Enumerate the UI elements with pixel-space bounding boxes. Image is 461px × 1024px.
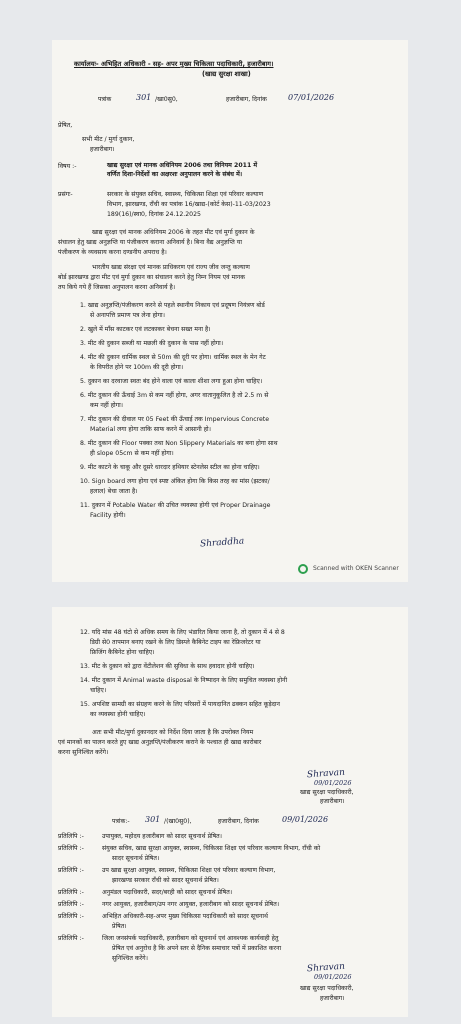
copy-4-text: अनुमंडल पदाधिकारी, सदर/बरही को सादर सूचनार्थ प्रेषित।: [102, 889, 233, 896]
copy-2-text-2: सादर सूचनार्थ प्रेषित।: [112, 855, 160, 862]
rule-12-line-3: फ्रिजिंग कैबिनेट होना चाहिए।: [90, 649, 155, 656]
copy-4-label: प्रतिलिपि :-: [58, 889, 84, 896]
subject-line-2: वर्णित दिशा-निर्देशों का अक्षरशः अनुपालन करने के संबंध में।: [107, 171, 243, 178]
signature-2: Shravan: [306, 961, 346, 975]
copy-7-label: प्रतिलिपि :-: [58, 935, 84, 942]
recipient-line-1: सभी मीट / मुर्गा दुकान,: [82, 136, 135, 143]
rule-1-line-2: से अनापत्ति प्रमाण पत्र लेना होगा।: [90, 312, 165, 319]
rule-5: 5. दुकान का दरवाजा स्वतः बंद होने वाला एवं काला शीशा लगा हुआ होना चाहिए।: [80, 378, 263, 385]
preshit-label: प्रेषित,: [58, 122, 73, 129]
para1-line-3: पंजीकरण के व्यवसाय करना दण्डनीय अपराध है।: [58, 249, 167, 256]
rule-10-line-2: हलाल) बेचा जाता है।: [90, 488, 138, 495]
copy-7-text-1: जिला जनसंपर्क पदाधिकारी, हजारीबाग को सूचनार्थ एवं आवश्यक कार्यवाही हेतु: [102, 935, 279, 942]
copy-7-text-2: प्रेषित एवं अनुरोध है कि अपने स्तर से दैनिक समाचार पत्रों में प्रकाशित करना: [112, 945, 282, 952]
letter-date-2: 09/01/2026: [282, 815, 329, 824]
rule-14-line-1: 14. मीट दुकान में Animal waste disposal के निष्पादन के लिए समुचित व्यवस्था होनी: [80, 677, 288, 684]
copy-1-label: प्रतिलिपि :-: [58, 833, 84, 840]
closing-line-3: करना सुनिश्चित करेंगे।: [58, 749, 109, 756]
subject-label: विषय :-: [58, 163, 77, 170]
copy-6-text-2: प्रेषित।: [112, 923, 127, 930]
copy-6-label: प्रतिलिपि :-: [58, 913, 84, 920]
rule-3: 3. मीट की दुकान सब्जी या मछली की दुकान के पास नहीं होगा।: [80, 340, 224, 347]
rule-4-line-2: के विपरीत होने पर 100m की दूरी होगा।: [90, 364, 184, 371]
copy-3-text-1: उप खाद्य सुरक्षा आयुक्त, स्वास्थ्य, चिकित्सा शिक्षा एवं परिवार कल्याण विभाग,: [102, 867, 276, 874]
date-label: हजारीबाग, दिनांक: [226, 96, 267, 103]
copy-7-text-3: सुनिश्चित करेंगे।: [112, 955, 148, 962]
rule-7-line-1: 7. मीट दुकान की दीवाल पर 05 Feet की ऊँचाई तक Impervious Concrete: [80, 416, 270, 423]
signature-2-date: 09/01/2026: [314, 973, 352, 981]
letter-date: 07/01/2026: [288, 93, 335, 102]
reference-label: प्रसंगः-: [58, 191, 73, 198]
rule-9: 9. मीट काटने के चाकू और दूसरे धारदार हथियार स्टेनलेस स्टील का होना चाहिए।: [80, 464, 260, 471]
copy-2-label: प्रतिलिपि :-: [58, 845, 84, 852]
para2-line-3: तय किये गये हैं जिसका अनुपालन करना अनिवार्य है।: [58, 284, 176, 291]
para1-line-2: संचालन हेतु खाद्य अनुज्ञप्ति या पंजीकरण कराना अनिवार्य है। बिना वैद्य अनुज्ञप्ति या: [58, 239, 242, 246]
signatory-1-title: खाद्य सुरक्षा पदाधिकारी,: [300, 789, 354, 796]
date-2-label: हजारीबाग, दिनांक: [218, 818, 259, 825]
recipient-line-2: हजारीबाग।: [90, 146, 115, 153]
copy-6-text-1: अभिहित अधिकारी-सह-अपर मुख्य चिकित्सा पदाधिकारी को सादर सूचनार्थ: [102, 913, 268, 920]
rule-6-line-1: 6. मीट दुकान की ऊँचाई 3m से कम नहीं होगा, अगर वातानुकूलित है तो 2.5 m से: [80, 392, 269, 399]
scanner-watermark-text: Scanned with OKEN Scanner: [313, 565, 399, 572]
document-page-2: [52, 607, 408, 1017]
rule-10-line-1: 10. Sign board लगा होगा एवं स्पष्ट अंकित होगा कि किस तरह का मांस (झटका/: [80, 478, 270, 485]
rule-8-line-2: ही slope 05cm से कम नहीं होगा।: [90, 450, 174, 457]
office-subheading: (खाद्य सुरक्षा शाखा): [202, 70, 251, 78]
signatory-1-place: हजारीबाग।: [320, 798, 345, 805]
patrank-2-number: 301: [145, 815, 161, 824]
patrank-2-label: पत्रांक:-: [112, 818, 130, 825]
rule-7-line-2: Material लगा होगा ताकि साफ करने में आसानी हो।: [90, 426, 211, 433]
rule-12-line-1: 12. यदि मांस 48 घंटो से अधिक समय के लिए भंडारित किया जाना है, तो दुकान में 4 से 8: [80, 629, 285, 636]
para2-line-2: बोर्ड झारखण्ड द्वारा मीट एवं मुर्गा दुकान का संचालन करने हेतु निम्न नियम एवं मानक: [58, 274, 245, 281]
subject-line-1: खाद्य सुरक्षा एवं मानक अधिनियम 2006 तथा विनियम 2011 में: [107, 162, 258, 169]
patrank-number: 301: [136, 93, 152, 102]
rule-11-line-2: Facility होगी।: [90, 512, 126, 519]
rule-12-line-2: डिग्री से0 तापमान बनाए रखने के लिए डिस्प्ले कैबिनेट टाइप का रेफ्रिजरेटर या: [90, 639, 261, 646]
signatory-2-title: खाद्य सुरक्षा पदाधिकारी,: [300, 985, 354, 992]
para2-line-1: भारतीय खाद्य संरक्षा एवं मानक प्राधिकरण एवं राज्य जीव जन्तु कल्याण: [92, 264, 250, 271]
patrank-2-suffix: /(खा0सु0),: [164, 818, 192, 825]
rule-8-line-1: 8. मीट दुकान की Floor पक्का तथा Non Slippery Materials का बना होगा साथ: [80, 440, 278, 447]
office-heading: कार्यालयः- अभिहित अधिकारी - सह- अपर मुख्य चिकित्सा पदाधिकारी, हजारीबाग।: [74, 60, 274, 68]
rule-6-line-2: कम नहीं होगा।: [90, 402, 124, 409]
copy-2-text-1: संयुक्त सचिव, खाद्य सुरक्षा आयुक्त, स्वास्थ्य, चिकित्सा शिक्षा एवं परिवार कल्याण विभाग, राँची को: [102, 845, 321, 852]
para1-line-1: खाद्य सुरक्षा एवं मानक अधिनियम 2006 के तहत मीट एवं मुर्गा दुकान के: [92, 229, 255, 236]
document-page-1: [52, 40, 408, 582]
reference-line-2: विभाग, झारखण्ड, राँची का पत्रांक 16/खाद्य-(कोर्ट केस)-11-03/2023: [107, 201, 271, 208]
rule-2: 2. खुले में माँस काटकर एवं लटकाकर बेचना सख्त मना है।: [80, 326, 211, 333]
signature-page-1: Shraddha: [199, 536, 245, 550]
signature-1: Shravan: [306, 767, 346, 781]
reference-line-1: सरकार के संयुक्त सचिव, स्वास्थ्य, चिकित्सा शिक्षा एवं परिवार कल्याण: [107, 191, 264, 198]
rule-15-line-1: 15. अपशिष्ट सामग्री का संग्रहण करने के लिए परिसरों में पायदानित ढक्कन सहित कूड़ेदान: [80, 701, 280, 708]
rule-13: 13. मीट के दुकान को द्वारा वेंटीलेशन की सुविधा के साथ हवादार होनी चाहिए।: [80, 663, 255, 670]
signatory-2-place: हजारीबाग।: [320, 995, 345, 1002]
copy-5-text: नगर आयुक्त, हजारीबाग/उप नगर आयुक्त, हजारीबाग को सादर सूचनार्थ प्रेषित।: [102, 901, 280, 908]
reference-line-3: 189(16)/स्वा0, दिनांक 24.12.2025: [107, 211, 201, 218]
scanner-footer: [52, 557, 408, 582]
copy-1-text: उपायुक्त, महोदय हजारीबाग को सादर सूचनार्थ प्रेषित।: [102, 833, 223, 840]
copy-3-text-2: झारखण्ड सरकार राँची को सादर सूचनार्थ प्रेषित।: [112, 877, 219, 884]
rule-4-line-1: 4. मीट की दुकान धार्मिक स्थल से 50m की दूरी पर होगा। धार्मिक स्थल के मेन गेट: [80, 354, 266, 361]
signature-1-date: 09/01/2026: [314, 779, 352, 787]
copy-3-label: प्रतिलिपि :-: [58, 867, 84, 874]
patrank-label: पत्रांक: [98, 96, 112, 103]
patrank-suffix: /खा0सु0,: [155, 96, 178, 103]
oken-scanner-logo-icon: [298, 564, 308, 574]
rule-14-line-2: चाहिए।: [90, 687, 107, 694]
rule-15-line-2: का व्यवस्था होनी चाहिए।: [90, 711, 146, 718]
rule-11-line-1: 11. दुकान में Potable Water की उचित व्यवस्था होगी एवं Proper Drainage: [80, 502, 271, 509]
rule-1-line-1: 1. खाद्य अनुज्ञप्ति/पंजीकरण करने से पहले स्थानीय निकाय एवं प्रदूषण नियंत्रण बोर्ड: [80, 302, 265, 309]
closing-line-1: अतः सभी मीट/मुर्गा दुकानदार को निर्देश दिया जाता है कि उपरोक्त नियम: [92, 729, 254, 736]
closing-line-2: एवं मानकों का पालन करते हुए खाद्य अनुज्ञप्ति/पंजीकरण कराने के पश्चात ही खाद्य कारोबार: [58, 739, 262, 746]
copy-5-label: प्रतिलिपि :-: [58, 901, 84, 908]
